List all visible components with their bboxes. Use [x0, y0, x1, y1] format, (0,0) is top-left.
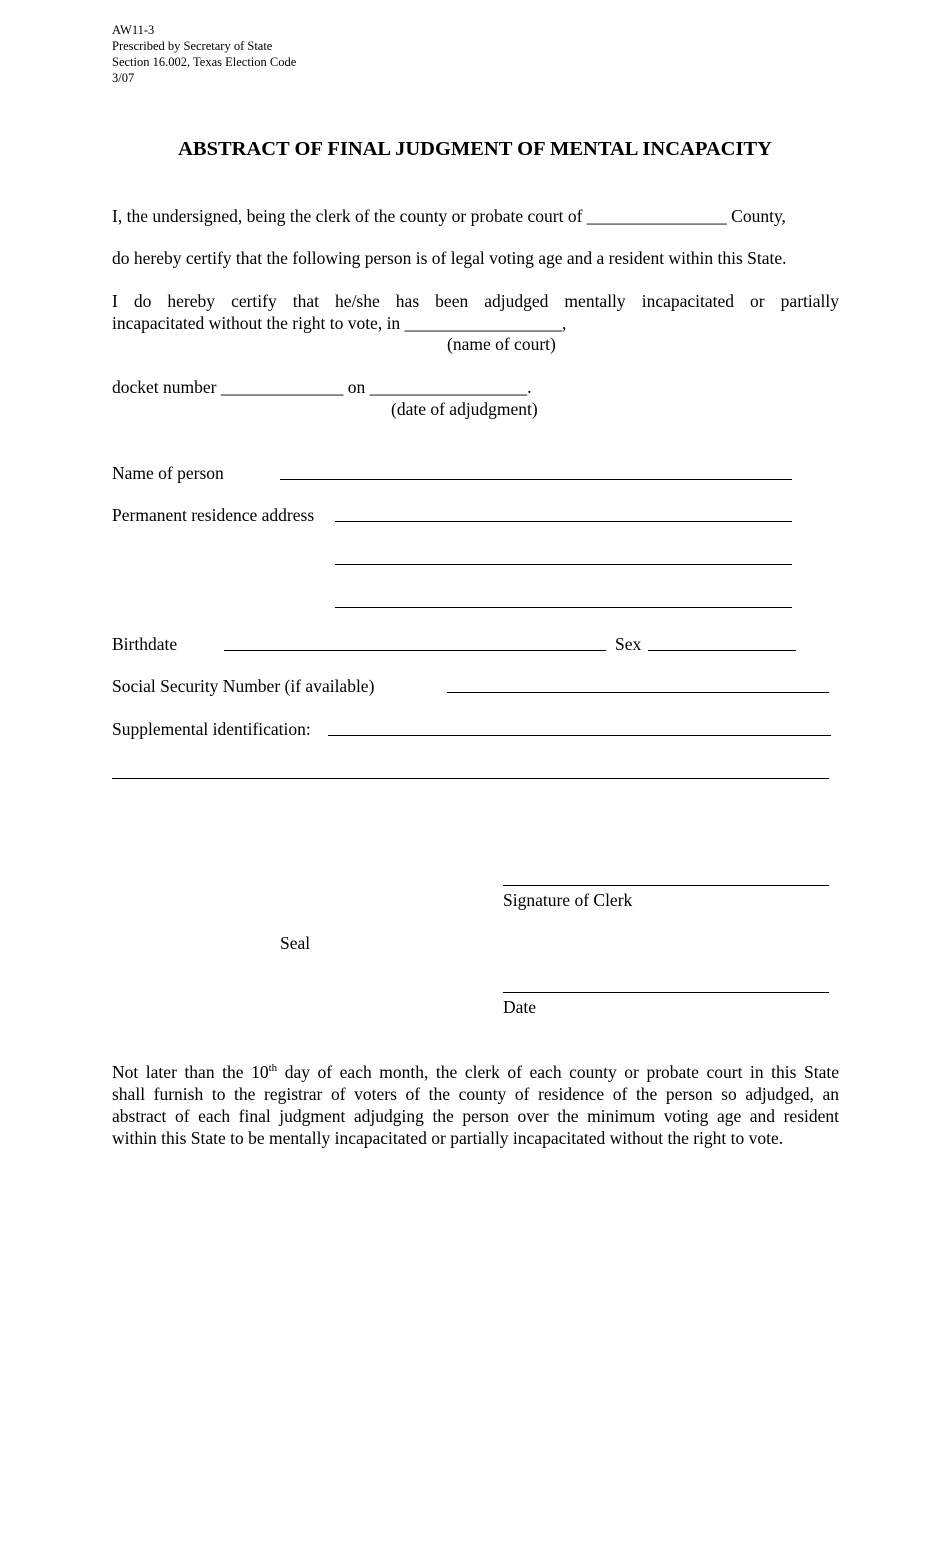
code-section: Section 16.002, Texas Election Code: [112, 55, 297, 69]
ssn-field[interactable]: [447, 692, 829, 693]
notice-line-1: [112, 1061, 839, 1083]
birthdate-label: Birthdate: [112, 634, 178, 654]
residence-address-field-3[interactable]: [335, 607, 792, 608]
supplemental-field[interactable]: [328, 735, 831, 736]
adjudged-line-1: I do hereby certify that he/she has been adjudged mentally incapacitated or partially: [112, 291, 839, 311]
notice-paragraph: [112, 1061, 839, 1149]
prescribed-by: Prescribed by Secretary of State: [112, 39, 273, 53]
form-revision: 3/07: [112, 71, 135, 85]
notice-line-1-start: Not later than the 10: [112, 1062, 269, 1082]
county-blank[interactable]: ________________: [586, 206, 727, 226]
clerk-line: [112, 205, 786, 227]
resident-line: do hereby certify that the following person is of legal voting age and a resident within this State.: [112, 248, 787, 268]
signature-date-label: Date: [503, 997, 537, 1017]
residence-address-label: Permanent residence address: [112, 505, 315, 525]
adjudged-line-2[interactable]: incapacitated without the right to vote, in __________________,: [112, 313, 567, 333]
birthdate-field[interactable]: [224, 650, 606, 651]
supplemental-label: Supplemental identification:: [112, 719, 311, 739]
ssn-label: Social Security Number (if available): [112, 676, 375, 696]
residence-address-field-1[interactable]: [335, 521, 792, 522]
name-of-person-field[interactable]: [280, 479, 792, 480]
adjudged-paragraph: [112, 290, 839, 334]
notice-line-3: abstract of each final judgment adjudging the person over the minimum voting age and resident: [112, 1106, 839, 1126]
name-of-person-label: Name of person: [112, 463, 224, 483]
signature-date-field[interactable]: [503, 992, 829, 993]
supplemental-field-continued[interactable]: [112, 778, 829, 779]
notice-line-4: within this State to be mentally incapacitated or partially incapacitated without the right to vote.: [112, 1128, 784, 1148]
clerk-signature-field[interactable]: [503, 885, 829, 886]
sex-field[interactable]: [648, 650, 796, 651]
document-title: ABSTRACT OF FINAL JUDGMENT OF MENTAL INCAPACITY: [178, 138, 772, 160]
clerk-signature-label: Signature of Clerk: [503, 890, 633, 910]
date-caption: (date of adjudgment): [391, 399, 538, 419]
seal-label: Seal: [280, 933, 311, 953]
notice-ordinal-suffix: th: [268, 1062, 278, 1075]
sex-label: Sex: [615, 634, 642, 654]
notice-line-1-rest: day of each month, the clerk of each county or probate court in this State: [277, 1062, 839, 1082]
court-caption: (name of court): [447, 334, 556, 354]
form-id: AW11-3: [112, 23, 155, 37]
county-suffix: County,: [731, 206, 786, 226]
residence-address-field-2[interactable]: [335, 564, 792, 565]
docket-line[interactable]: docket number ______________ on __________________.: [112, 377, 532, 397]
clerk-line-prefix: I, the undersigned, being the clerk of the county or probate court of: [112, 206, 583, 226]
notice-line-2: shall furnish to the registrar of voters of the county of residence of the person so adjudged, an: [112, 1084, 839, 1104]
